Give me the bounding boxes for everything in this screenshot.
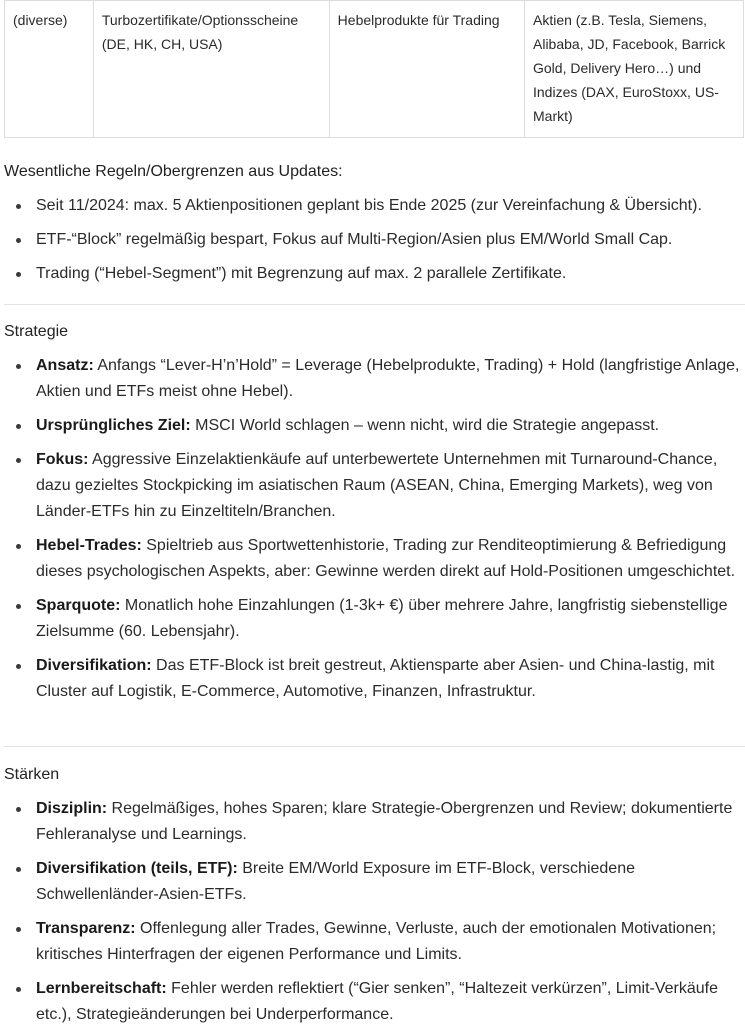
item-text: Regelmäßiges, hohes Sparen; klare Strategie-Obergrenzen und Review; dokumentierte Fehleranalyse und Learnings. (36, 800, 733, 843)
item-label: Lernbereitschaft: (36, 980, 167, 997)
rules-section (4, 160, 745, 287)
strategy-item-diversifikation (4, 653, 745, 705)
strategy-item-fokus (4, 447, 745, 525)
item-text: Monatlich hohe Einzahlungen (1-3k+ €) über mehrere Jahre, langfristig siebenstellige Zielsumme (60. Lebensjahr). (36, 597, 728, 640)
item-label: Ursprüngliches Ziel: (36, 417, 191, 434)
item-text: Fehler werden reflektiert (“Gier senken”, “Haltezeit verkürzen”, Limit-Verkäufe etc.), Strategieänderungen bei Underperformance. (36, 980, 719, 1023)
item-text: Anfangs “Lever-H’n’Hold” = Leverage (Hebelprodukte, Trading) + Hold (langfristige Anlage, Aktien und ETFs meist ohne Hebel). (36, 357, 740, 400)
item-label: Disziplin: (36, 800, 108, 817)
item-label: Sparquote: (36, 597, 121, 614)
item-label: Diversifikation: (36, 657, 152, 674)
rules-title: Wesentliche Regeln/Obergrenzen aus Updates: (4, 163, 343, 180)
strength-item-transparenz (4, 916, 745, 968)
list-item: Seit 11/2024: max. 5 Aktienpositionen geplant bis Ende 2025 (zur Vereinfachung & Übersicht). (4, 193, 745, 219)
item-text: Spieltrieb aus Sportwettenhistorie, Trading zur Renditeoptimierung & Befriedigung dieses psychologischen Aspekts, aber: Gewinne werden direkt auf Hold-Positionen umgeschichtet. (36, 537, 736, 580)
rules-list (4, 193, 745, 287)
table-cell: Hebelprodukte für Trading (329, 1, 524, 138)
item-text: Breite EM/World Exposure im ETF-Block, verschiedene Schwellenländer-Asien-ETFs. (36, 860, 635, 903)
strategy-item-hebel-trades (4, 533, 745, 585)
strategy-item-ansatz (4, 353, 745, 405)
strengths-title: Stärken (4, 766, 60, 783)
item-label: Hebel-Trades: (36, 537, 142, 554)
strength-item-lernbereitschaft (4, 976, 745, 1028)
list-item: ETF-“Block” regelmäßig bespart, Fokus auf Multi-Region/Asien plus EM/World Small Cap. (4, 227, 745, 253)
item-label: Fokus: (36, 451, 89, 468)
strength-item-diversifikation (4, 856, 745, 908)
item-text: MSCI World schlagen – wenn nicht, wird die Strategie angepasst. (190, 417, 660, 434)
item-text: Das ETF-Block ist breit gestreut, Aktiensparte aber Asien- und China-lastig, mit Cluster auf Logistik, E-Commerce, Automotive, Finanzen, Infrastruktur. (36, 657, 715, 700)
table-cell: Turbozertifikate/Optionsscheine (DE, HK, CH, USA) (93, 1, 329, 138)
table-row (5, 1, 744, 138)
item-label: Diversifikation (teils, ETF): (36, 860, 238, 877)
strategy-section (4, 320, 745, 705)
strengths-section (4, 763, 745, 1028)
item-label: Ansatz: (36, 357, 94, 374)
strength-item-disziplin (4, 796, 745, 848)
table-cell: Aktien (z.B. Tesla, Siemens, Alibaba, JD, Facebook, Barrick Gold, Delivery Hero…) und Indizes (DAX, EuroStoxx, US-Markt) (525, 1, 744, 138)
item-text: Offenlegung aller Trades, Gewinne, Verluste, auch der emotionalen Motivationen; kritisches Hinterfragen der eigenen Performance und Limits. (36, 920, 717, 963)
item-text: Aggressive Einzelaktienkäufe auf unterbewertete Unternehmen mit Turnaround-Chance, dazu gezieltes Stockpicking im asiatischen Raum (ASEAN, China, Emerging Markets), weg von Länder-ETFs hin zu Einzeltiteln/Branchen. (36, 451, 718, 520)
divider (4, 304, 745, 305)
item-label: Transparenz: (36, 920, 136, 937)
strategy-list (4, 353, 745, 705)
list-item: Trading (“Hebel-Segment”) mit Begrenzung auf max. 2 parallele Zertifikate. (4, 261, 745, 287)
strategy-item-sparquote (4, 593, 745, 645)
strategy-title: Strategie (4, 323, 69, 340)
instrument-table (4, 0, 744, 138)
table-cell: (diverse) (5, 1, 94, 138)
strengths-list (4, 796, 745, 1028)
strategy-item-ziel (4, 413, 745, 439)
divider (4, 746, 745, 747)
